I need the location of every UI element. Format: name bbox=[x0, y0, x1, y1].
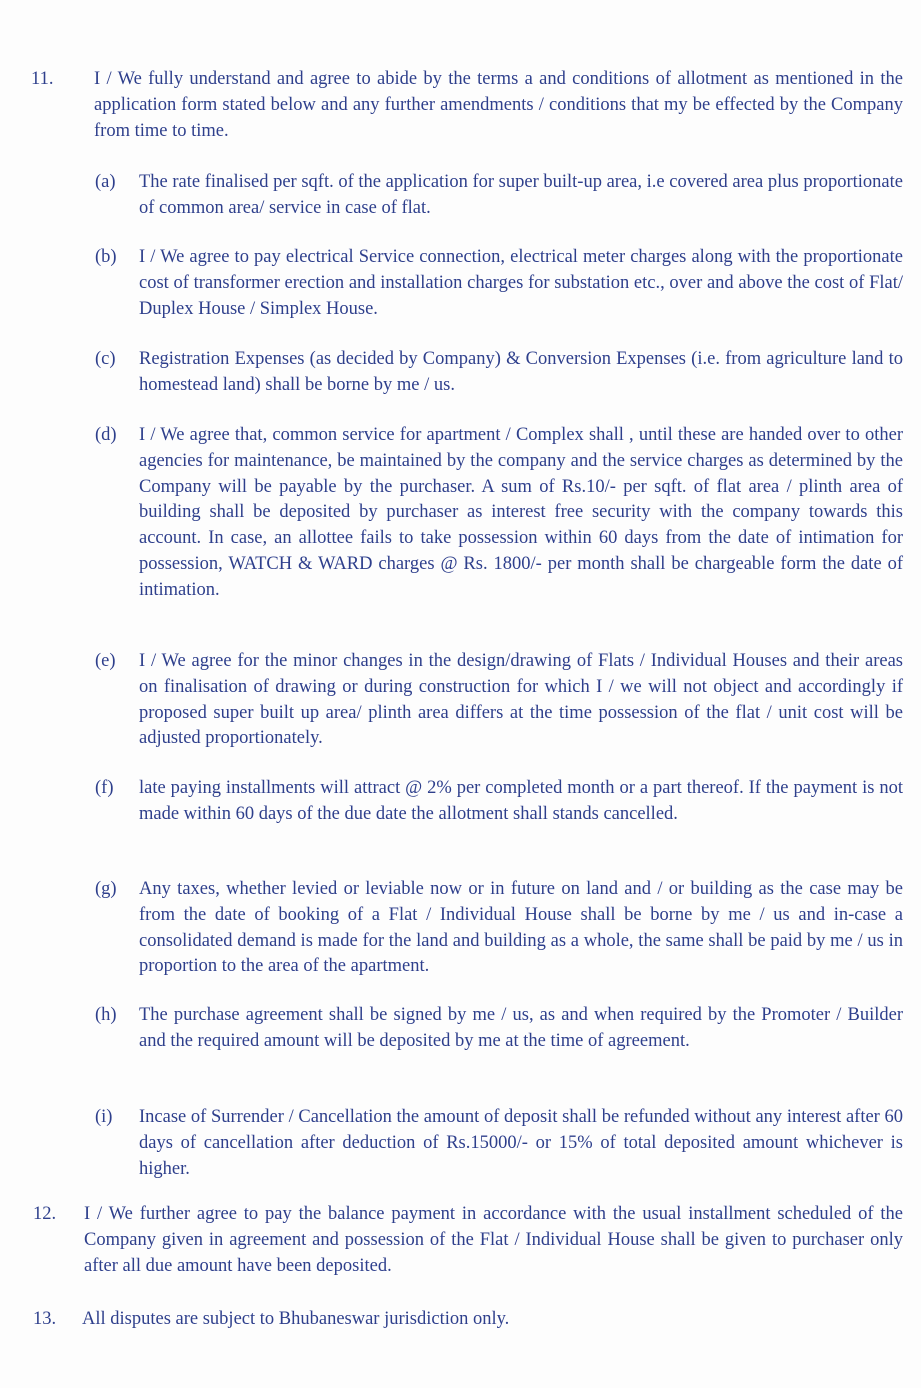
clause-number: 12. bbox=[33, 1204, 57, 1224]
sub-clause-label: (i) bbox=[95, 1107, 113, 1127]
sub-clause-text: I / We agree to pay electrical Service connection, electrical meter charges along with the proportionate cost of transformer erection and installation charges for substation etc., over and above the cost of Flat/ Duplex House / Simplex House. bbox=[139, 247, 903, 319]
clause-text: I / We further agree to pay the balance payment in accordance with the usual installment scheduled of the Company given in agreement and possession of the Flat / Individual House shall be given to purchaser only after all due amount have been deposited. bbox=[84, 1204, 903, 1276]
sub-clause-label: (e) bbox=[95, 651, 116, 671]
sub-clause-label: (d) bbox=[95, 425, 117, 445]
sub-clause-label: (c) bbox=[95, 349, 116, 369]
sub-clause-label: (h) bbox=[95, 1005, 117, 1025]
sub-clause-text: late paying installments will attract @ 2% per completed month or a part thereof. If the payment is not made within 60 days of the due date the allotment shall stands cancelled. bbox=[139, 778, 903, 824]
sub-clause-text: The rate finalised per sqft. of the application for super built-up area, i.e covered area plus proportionate of common area/ service in case of flat. bbox=[139, 172, 903, 218]
clause-text: All disputes are subject to Bhubaneswar jurisdiction only. bbox=[82, 1309, 510, 1329]
clause-text: I / We fully understand and agree to abide by the terms a and conditions of allotment as mentioned in the application form stated below and any further amendments / conditions that my be effected by the Company from time to time. bbox=[94, 69, 903, 141]
sub-clause-text: I / We agree that, common service for apartment / Complex shall , until these are handed over to other agencies for maintenance, be maintained by the company and the service charges as determined by the Company will be payable by the purchaser. A sum of Rs.10/- per sqft. of flat area / plinth area of building shall be deposited by purchaser as interest free security with the company towards this account. In case, an allottee fails to take possession within 60 days from the date of intimation for possession, WATCH & WARD charges @ Rs. 1800/- per month shall be chargeable form the date of intimation. bbox=[139, 425, 903, 600]
sub-clause-text: I / We agree for the minor changes in the design/drawing of Flats / Individual Houses and their areas on finalisation of drawing or during construction for which I / we will not object and accordingly if proposed super built up area/ plinth area differs at the time possession of the flat / unit cost will be adjusted proportionately. bbox=[139, 651, 903, 749]
sub-clause-label: (f) bbox=[95, 778, 114, 798]
clause-number: 13. bbox=[33, 1309, 57, 1329]
sub-clause-text: Incase of Surrender / Cancellation the amount of deposit shall be refunded without any interest after 60 days of cancellation after deduction of Rs.15000/- or 15% of total deposited amount whichever is higher. bbox=[139, 1107, 903, 1179]
sub-clause-text: The purchase agreement shall be signed by me / us, as and when required by the Promoter / Builder and the required amount will be deposited by me at the time of agreement. bbox=[139, 1005, 903, 1051]
sub-clause-label: (a) bbox=[95, 172, 116, 192]
clause-number: 11. bbox=[31, 69, 54, 89]
sub-clause-text: Any taxes, whether levied or leviable now or in future on land and / or building as the case may be from the date of booking of a Flat / Individual House shall be borne by me / us and in-case a consolidated demand is made for the land and building as a whole, the same shall be paid by me / us in proportion to the area of the apartment. bbox=[139, 879, 903, 977]
sub-clause-label: (b) bbox=[95, 247, 117, 267]
sub-clause-label: (g) bbox=[95, 879, 117, 899]
sub-clause-text: Registration Expenses (as decided by Company) & Conversion Expenses (i.e. from agriculture land to homestead land) shall be borne by me / us. bbox=[139, 349, 903, 395]
